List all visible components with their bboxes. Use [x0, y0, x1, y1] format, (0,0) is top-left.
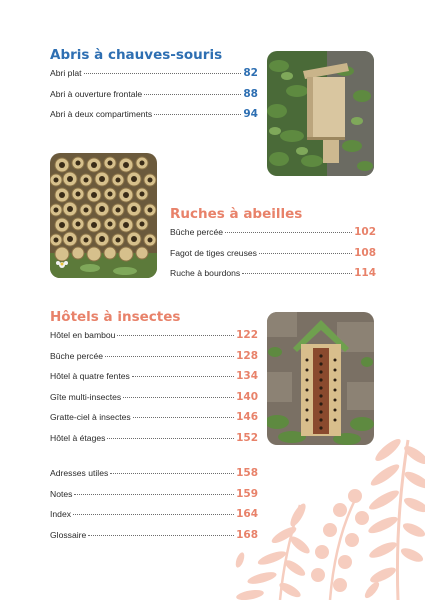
toc-entry-label: Gratte-ciel à insectes — [50, 412, 131, 422]
toc-entry[interactable] — [50, 67, 258, 88]
toc-entry[interactable] — [50, 467, 258, 488]
toc-entry-label: Notes — [50, 488, 73, 499]
bamboo-bundle-photo — [50, 153, 157, 278]
toc-entry[interactable] — [50, 432, 258, 453]
toc-entry[interactable] — [50, 350, 258, 371]
toc-entry-label: Glossaire — [50, 529, 87, 540]
toc-entry-label: Abri plat — [50, 68, 82, 78]
dot-leader — [117, 335, 234, 336]
toc-entry[interactable] — [170, 226, 376, 247]
toc-entry[interactable] — [50, 108, 258, 129]
toc-page-number: 128 — [236, 349, 258, 362]
toc-page-number: 134 — [236, 370, 258, 382]
bat-box-photo — [267, 51, 374, 176]
section-title-insects: Hôtels à insectes — [50, 309, 181, 325]
toc-entry-label: Abri à deux compartiments — [50, 109, 153, 119]
toc-entry-label: Ruche à bourdons — [170, 268, 241, 278]
toc-entry-label: Gîte multi-insectes — [50, 391, 122, 402]
dot-leader — [133, 417, 234, 418]
toc-page-number: 159 — [236, 487, 258, 500]
toc-list-bees — [170, 226, 376, 288]
toc-entry-label: Index — [50, 509, 72, 519]
toc-list-bats — [50, 67, 258, 129]
section-title-bats: Abris à chauves-souris — [50, 47, 223, 63]
toc-entry[interactable] — [170, 267, 376, 288]
toc-entry[interactable] — [50, 508, 258, 529]
dot-leader — [242, 273, 352, 274]
toc-entry-label: Hôtel à étages — [50, 432, 106, 443]
toc-page-number: 102 — [354, 226, 376, 238]
dot-leader — [144, 94, 241, 95]
toc-page-number: 114 — [354, 267, 376, 279]
dot-leader — [123, 397, 234, 398]
toc-entry-label: Adresses utiles — [50, 468, 109, 478]
dot-leader — [259, 253, 352, 254]
toc-entry-label: Hôtel en bambou — [50, 330, 116, 340]
insect-hotel-photo — [267, 312, 374, 445]
toc-entry-label: Bûche percée — [170, 227, 224, 237]
toc-entry-label: Abri à ouverture frontale — [50, 88, 143, 99]
toc-page-number: 94 — [243, 108, 258, 120]
toc-entry[interactable] — [170, 247, 376, 268]
toc-page-number: 140 — [236, 390, 258, 403]
toc-page-number: 168 — [236, 528, 258, 541]
dot-leader — [74, 494, 234, 495]
toc-page-number: 164 — [236, 508, 258, 520]
toc-page-number: 82 — [243, 67, 258, 79]
toc-entry-label: Hôtel à quatre fentes — [50, 371, 130, 381]
toc-entry-label: Fagot de tiges creuses — [170, 247, 257, 258]
dot-leader — [105, 356, 234, 357]
dot-leader — [132, 376, 234, 377]
toc-entry[interactable] — [50, 529, 258, 550]
toc-page-number: 152 — [236, 431, 258, 444]
toc-entry[interactable] — [50, 88, 258, 109]
toc-entry[interactable] — [50, 329, 258, 350]
toc-entry[interactable] — [50, 370, 258, 391]
toc-list-appendix — [50, 467, 258, 549]
dot-leader — [107, 438, 234, 439]
dot-leader — [84, 73, 242, 74]
dot-leader — [225, 232, 352, 233]
section-title-bees: Ruches à abeilles — [170, 206, 303, 222]
toc-page-number: 158 — [236, 467, 258, 479]
dot-leader — [88, 535, 234, 536]
dot-leader — [73, 514, 234, 515]
toc-entry-label: Bûche percée — [50, 350, 104, 361]
toc-page-number: 146 — [236, 411, 258, 423]
dot-leader — [154, 114, 241, 115]
toc-entry[interactable] — [50, 411, 258, 432]
toc-page-number: 122 — [236, 329, 258, 341]
dot-leader — [110, 473, 234, 474]
toc-page-number: 108 — [354, 246, 376, 259]
toc-page-number: 88 — [243, 87, 258, 100]
toc-list-insects — [50, 329, 258, 452]
toc-entry[interactable] — [50, 488, 258, 509]
toc-entry[interactable] — [50, 391, 258, 412]
